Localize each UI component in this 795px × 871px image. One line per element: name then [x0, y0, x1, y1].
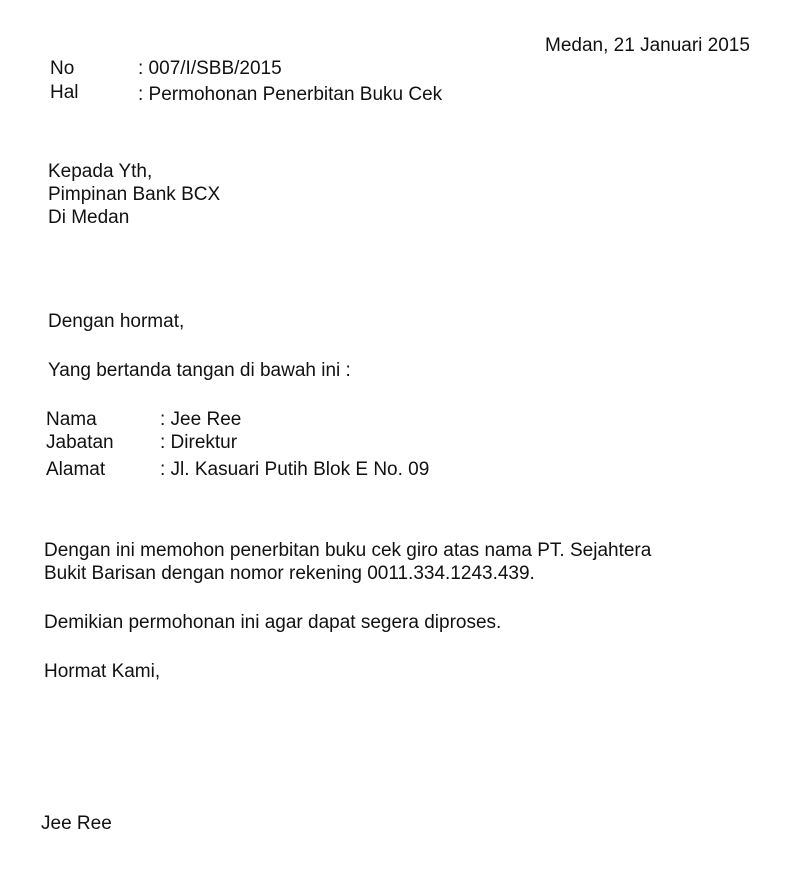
- identity-label-address: Alamat: [46, 459, 106, 480]
- intro-line: Yang bertanda tangan di bawah ini :: [48, 360, 351, 381]
- reference-subject-label: Hal: [50, 82, 79, 103]
- reference-subject-value: : Permohonan Penerbitan Buku Cek: [138, 84, 443, 105]
- place-date: Medan, 21 Januari 2015: [545, 35, 750, 56]
- body-line-2: Bukit Barisan dengan nomor rekening 0011.334.1243.439.: [44, 563, 535, 584]
- identity-label-name: Nama: [46, 409, 97, 430]
- reference-no-value: : 007/I/SBB/2015: [138, 58, 282, 79]
- identity-label-position: Jabatan: [46, 432, 114, 453]
- recipient-line-1: Kepada Yth,: [48, 161, 153, 182]
- body-line-1: Dengan ini memohon penerbitan buku cek giro atas nama PT. Sejahtera: [44, 540, 652, 561]
- closing-line: Demikian permohonan ini agar dapat segera diproses.: [44, 612, 502, 633]
- identity-value-position: : Direktur: [160, 432, 238, 453]
- recipient-line-3: Di Medan: [48, 207, 130, 228]
- identity-value-name: : Jee Ree: [160, 409, 242, 430]
- reference-no-label: No: [50, 58, 75, 79]
- greeting: Dengan hormat,: [48, 311, 185, 332]
- recipient-line-2: Pimpinan Bank BCX: [48, 184, 221, 205]
- identity-value-address: : Jl. Kasuari Putih Blok E No. 09: [160, 459, 430, 480]
- regards-line: Hormat Kami,: [44, 661, 161, 682]
- signer-name: Jee Ree: [41, 813, 112, 834]
